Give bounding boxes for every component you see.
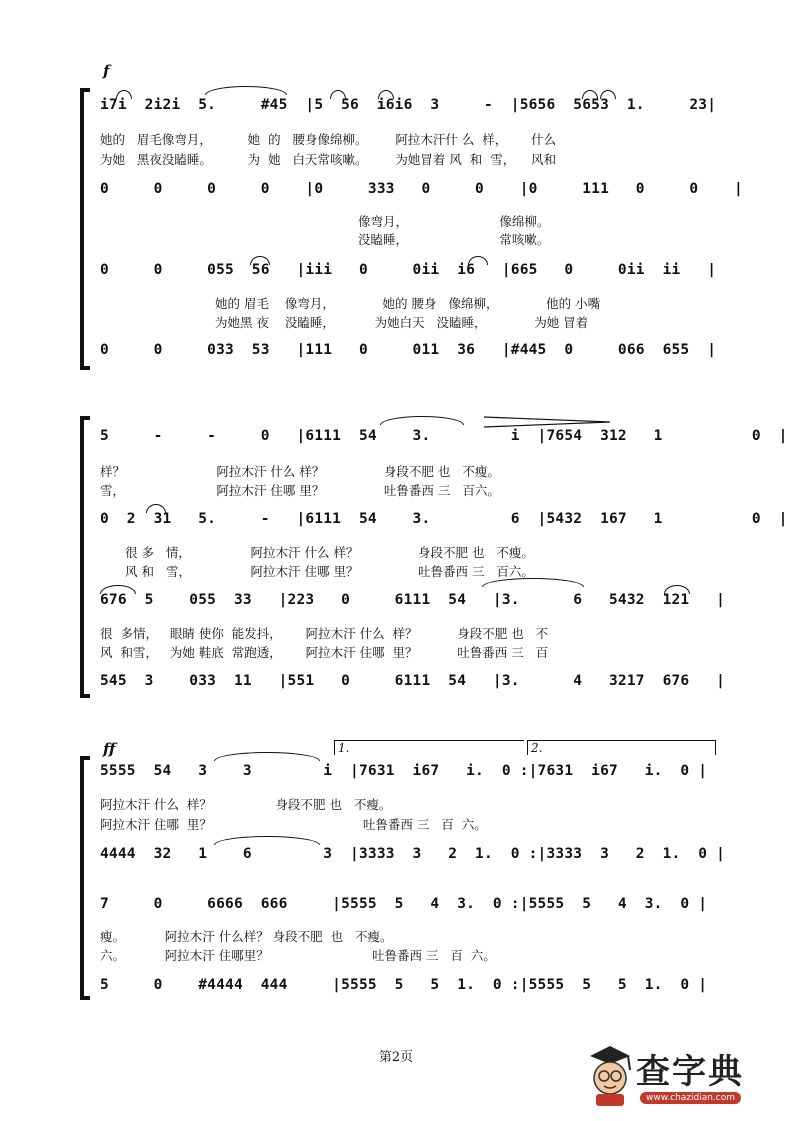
staff-3-lyrics-verse-1: 很 多情， 眼睛 使你 能发抖， 阿拉木汗 什么 样？ 身段不肥 也 不 bbox=[100, 626, 549, 641]
staff-2-lyrics-verse-1: 像弯月， 像绵柳。 bbox=[358, 214, 550, 229]
slur bbox=[214, 836, 320, 845]
staff-1-notes: 5555 54 3 3 i |7631 i67 i. 0 :|7631 i67 i. 0 | bbox=[100, 763, 708, 779]
system-2-staff-4 bbox=[100, 673, 726, 711]
staff-3-notes: 0 0 055 56 |iii 0 0ii i6 |665 0 0ii ii | bbox=[100, 262, 717, 278]
slur bbox=[378, 90, 394, 99]
slur bbox=[116, 90, 132, 99]
logo-title: 查字典 bbox=[636, 1052, 744, 1092]
staff-2-notes: 4444 32 1 6 3 |3333 3 2 1. 0 :|3333 3 2 1. 0 | bbox=[100, 846, 726, 862]
first-ending-bracket bbox=[334, 740, 524, 755]
mascot-icon bbox=[584, 1042, 636, 1108]
system-3-bracket bbox=[80, 758, 84, 998]
staff-3-lyrics-verse-2: 为她黑 夜 没瞌睡， 为她白天 没瞌睡， 为她 冒着 bbox=[215, 315, 589, 330]
slur bbox=[205, 86, 287, 95]
staff-3-lyrics-verse-1: 她的 眉毛 像弯月， 她的 腰身 像绵柳， 他的 小嘴 bbox=[215, 296, 601, 311]
staff-3-notes: 7 0 6666 666 |5555 5 4 3. 0 :|5555 5 4 3. 0 | bbox=[100, 896, 708, 912]
slur bbox=[100, 585, 136, 594]
staff-3-lyrics-verse-1: 瘦。 阿拉木汗 什么样？ 身段不肥 也 不瘦。 bbox=[100, 929, 393, 944]
staff-1-lyrics-verse-1: 她的 眉毛像弯月， 她 的 腰身像绵柳。 阿拉木汗什 么 样， 什么 bbox=[100, 132, 557, 147]
dynamic-forte: f bbox=[103, 62, 110, 80]
slur bbox=[664, 585, 690, 594]
system-1-staff-4 bbox=[100, 342, 717, 380]
slur bbox=[582, 90, 598, 99]
decrescendo-hairpin bbox=[482, 414, 612, 428]
site-logo bbox=[584, 1040, 784, 1112]
staff-2-notes: 0 0 0 0 |0 333 0 0 |0 111 0 0 | bbox=[100, 181, 743, 197]
slur bbox=[330, 90, 346, 99]
staff-1-lyrics-verse-1: 样？ 阿拉木汗 什么 样？ 身段不肥 也 不瘦。 bbox=[100, 464, 500, 479]
system-2-bracket bbox=[80, 418, 84, 696]
staff-2-notes: 0 2 31 5. - |6111 54 3. 6 |5432 167 1 0 | bbox=[100, 511, 788, 527]
dynamic-fortissimo: ff bbox=[103, 740, 116, 758]
second-ending-label: 2. bbox=[531, 741, 543, 755]
slur bbox=[146, 504, 166, 513]
staff-1-lyrics-verse-2: 阿拉木汗 住哪 里？ 吐鲁番西 三 百 六。 bbox=[100, 817, 487, 832]
slur bbox=[214, 752, 320, 761]
staff-3-lyrics-verse-2: 风 和雪， 为她 鞋底 常跑透， 阿拉木汗 住哪 里？ 吐鲁番西 三 百 bbox=[100, 645, 549, 660]
slur bbox=[600, 90, 616, 99]
system-1-staff-2 bbox=[100, 181, 743, 219]
staff-4-notes: 5 0 #4444 444 |5555 5 5 1. 0 :|5555 5 5 1. 0 | bbox=[100, 977, 708, 993]
second-ending-bracket bbox=[527, 740, 716, 755]
logo-url: www.chazidian.com bbox=[640, 1092, 741, 1104]
staff-2-lyrics-verse-2: 没瞌睡， 常咳嗽。 bbox=[358, 232, 550, 247]
hairpin-svg bbox=[482, 415, 612, 429]
staff-4-notes: 0 0 033 53 |111 0 011 36 |#445 0 066 655 | bbox=[100, 342, 717, 358]
first-ending-label: 1. bbox=[338, 741, 350, 755]
staff-3-notes: 676 5 055 33 |223 0 6111 54 |3. 6 5432 121 | bbox=[100, 592, 726, 608]
slur bbox=[380, 416, 464, 425]
system-3-staff-2 bbox=[100, 846, 726, 884]
system-1-staff-3 bbox=[100, 262, 717, 300]
system-2-staff-2 bbox=[100, 511, 788, 549]
staff-1-notes: 5 - - 0 |6111 54 3. i |7654 312 1 0 | bbox=[100, 428, 788, 444]
slur bbox=[468, 256, 488, 265]
page-number: 第2页 bbox=[378, 1050, 414, 1065]
staff-3-lyrics-verse-2: 六。 阿拉木汗 住哪里？ 吐鲁番西 三 百 六。 bbox=[100, 948, 496, 963]
slur bbox=[250, 256, 270, 265]
staff-1-lyrics-verse-2: 为她 黑夜没瞌睡。 为 她 白天常咳嗽。 为她冒着 风 和 雪， 风和 bbox=[100, 152, 557, 167]
staff-4-notes: 545 3 033 11 |551 0 6111 54 |3. 4 3217 676 | bbox=[100, 673, 726, 689]
system-3-staff-4 bbox=[100, 977, 708, 1015]
system-2-staff-1 bbox=[100, 428, 788, 466]
staff-2-lyrics-verse-2: 风 和 雪， 阿拉木汗 住哪 里？ 吐鲁番西 三 百六。 bbox=[125, 564, 534, 579]
system-1-bracket bbox=[80, 90, 84, 368]
staff-1-notes: i7i 2i2i 5. #45 |5 56 i6i6 3 - |5656 5653 1. 23| bbox=[100, 97, 717, 113]
staff-1-lyrics-verse-1: 阿拉木汗 什么 样？ 身段不肥 也 不瘦。 bbox=[100, 797, 392, 812]
staff-1-lyrics-verse-2: 雪， 阿拉木汗 住哪 里？ 吐鲁番西 三 百六。 bbox=[100, 483, 500, 498]
staff-2-lyrics-verse-1: 很 多 情， 阿拉木汗 什么 样？ 身段不肥 也 不瘦。 bbox=[125, 545, 534, 560]
